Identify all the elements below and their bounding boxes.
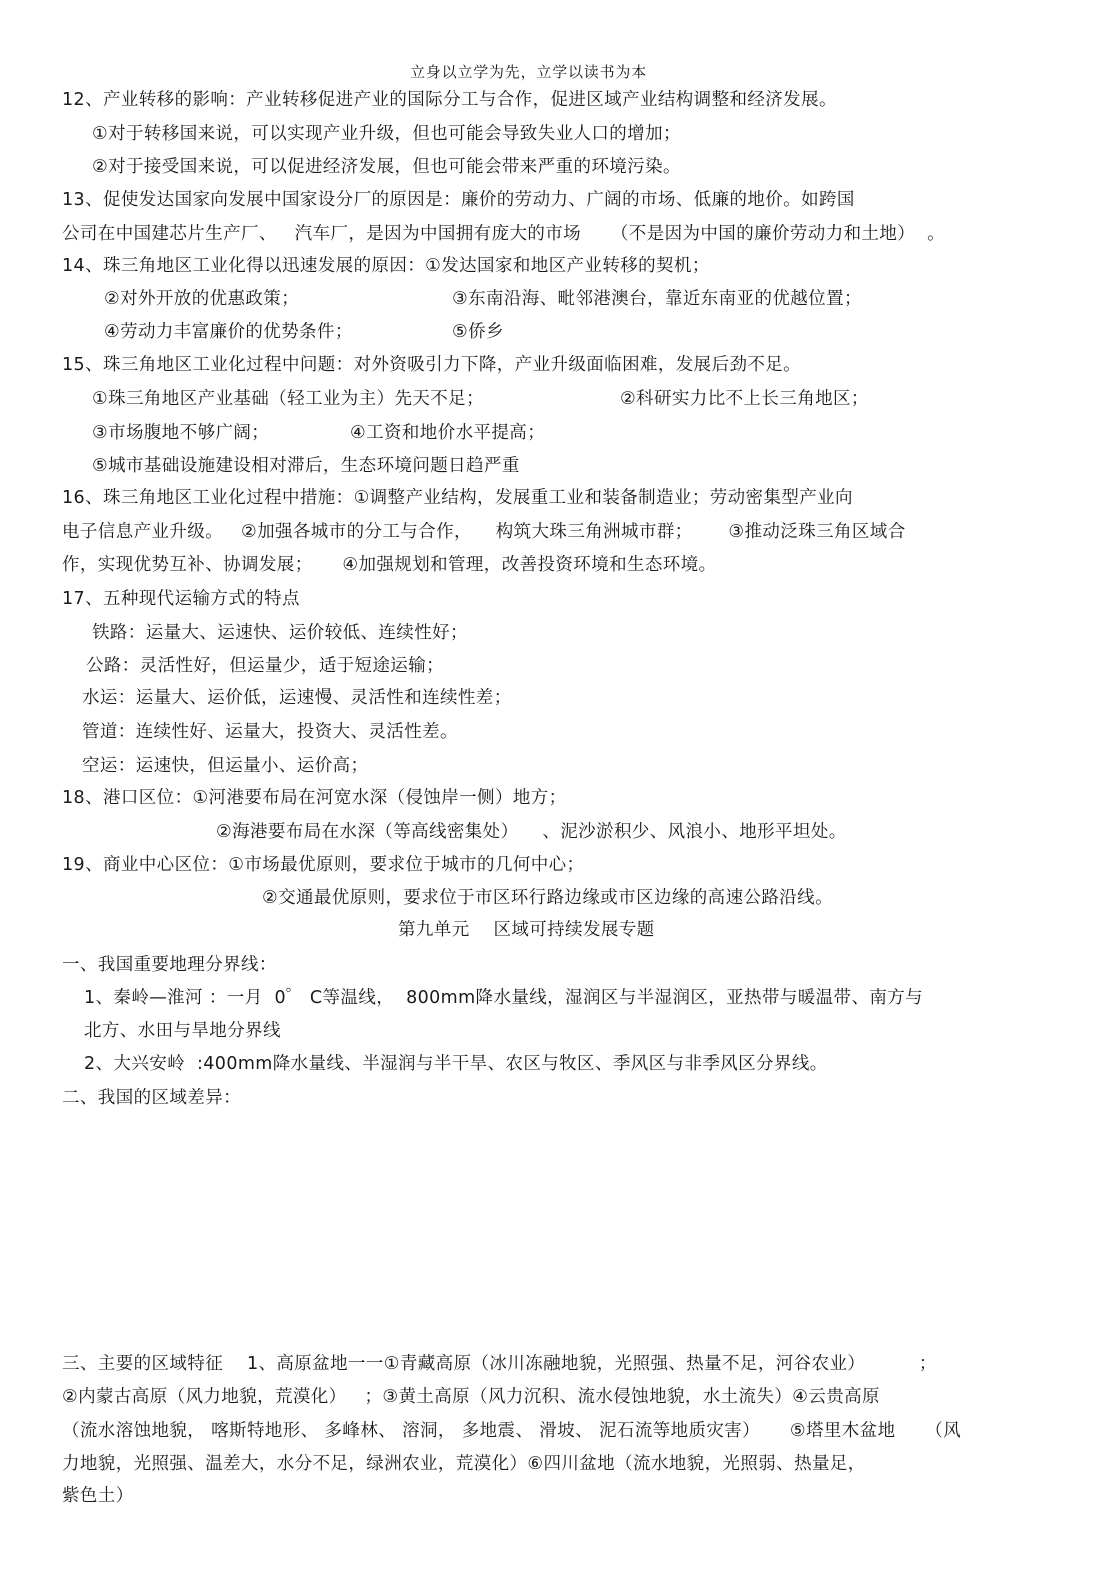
section-16-line-3: 作，实现优势互补、协调发展； ④加强规划和管理，改善投资环境和生态环境。 xyxy=(62,555,717,575)
part-3-line-2: ②内蒙古高原（风力地貌，荒漠化） ；③黄土高原（风力沉积、流水侵蚀地貌，水土流失）④云贵高原 xyxy=(62,1387,880,1407)
section-15-title: 15、珠三角地区工业化过程中问题：对外资吸引力下降，产业升级面临困难，发展后劲不足。 xyxy=(62,355,802,375)
part-1-item-2: 2、大兴安岭 :400mm降水量线、半湿润与半干旱、农区与牧区、季风区与非季风区分界线。 xyxy=(84,1054,828,1074)
section-15-point-3: ③市场腹地不够广阔； xyxy=(92,423,270,443)
part-3-line-3: （流水溶蚀地貌， 喀斯特地形、 多峰林、 溶洞， 多地震、 滑坡、 泥石流等地质灾害） ⑤塔里木盆地 （风 xyxy=(62,1421,962,1441)
section-12-point-1: ①对于转移国来说，可以实现产业升级，但也可能会导致失业人口的增加； xyxy=(92,124,681,144)
section-14-title: 14、珠三角地区工业化得以迅速发展的原因：①发达国家和地区产业转移的契机； xyxy=(62,256,710,276)
section-18-title: 18、港口区位：①河港要布局在河宽水深（侵蚀岸一侧）地方； xyxy=(62,788,567,808)
section-12-title: 12、产业转移的影响：产业转移促进产业的国际分工与合作，促进区域产业结构调整和经济发展。 xyxy=(62,90,837,110)
section-17-road: 公路：灵活性好，但运量少，适于短途运输； xyxy=(86,656,444,676)
section-17-title: 17、五种现代运输方式的特点 xyxy=(62,589,300,609)
part-2-title: 二、我国的区域差异： xyxy=(62,1088,241,1108)
section-15-point-5: ⑤城市基础设施建设相对滞后，生态环境问题日趋严重 xyxy=(92,456,520,476)
part-1-title: 一、我国重要地理分界线： xyxy=(62,955,277,975)
part-1-item-1-line-1: 1、秦岭—淮河 ：一月 0゜ C等温线， 800mm降水量线，湿润区与半湿润区，亚热带与暖温带、南方与 xyxy=(84,988,924,1008)
section-19-point-2: ②交通最优原则，要求位于市区环行路边缘或市区边缘的高速公路沿线。 xyxy=(262,888,833,908)
section-19-title: 19、商业中心区位：①市场最优原则，要求位于城市的几何中心； xyxy=(62,855,585,875)
section-15-point-4: ④工资和地价水平提高； xyxy=(350,423,546,443)
section-13-line-2: 公司在中国建芯片生产厂、 汽车厂，是因为中国拥有庞大的市场 （不是因为中国的廉价劳动力和土地） 。 xyxy=(62,224,946,244)
section-16-line-2: 电子信息产业升级。 ②加强各城市的分工与合作， 构筑大珠三角洲城市群； ③推动泛珠三角区域合 xyxy=(62,522,906,542)
part-3-line-1: 三、主要的区域特征 1、高原盆地一一①青藏高原（冰川冻融地貌，光照强、热量不足，河谷农业） ； xyxy=(62,1354,937,1374)
unit-9-heading: 第九单元 区域可持续发展专题 xyxy=(398,920,655,940)
section-17-rail: 铁路：运量大、运速快、运价较低、连续性好； xyxy=(92,623,468,643)
section-17-water: 水运：运量大、运价低，运速慢、灵活性和连续性差； xyxy=(82,688,512,708)
section-17-air: 空运：运速快，但运量小、运价高； xyxy=(82,756,369,776)
section-17-pipeline: 管道：连续性好、运量大，投资大、灵活性差。 xyxy=(82,722,458,742)
part-3-line-4: 力地貌，光照强、温差大，水分不足，绿洲农业，荒漠化）⑥四川盆地（流水地貌，光照弱、热量足， xyxy=(62,1454,866,1474)
section-12-point-2: ②对于接受国来说，可以促进经济发展，但也可能会带来严重的环境污染。 xyxy=(92,157,681,177)
section-13-line-1: 13、促使发达国家向发展中国家设分厂的原因是：廉价的劳动力、广阔的市场、低廉的地价。如跨国 xyxy=(62,190,855,210)
section-15-point-1: ①珠三角地区产业基础（轻工业为主）先天不足； xyxy=(92,389,484,409)
section-14-point-4: ④劳动力丰富廉价的优势条件； xyxy=(104,322,353,342)
part-3-line-5: 紫色土） xyxy=(62,1486,134,1506)
section-14-point-5: ⑤侨乡 xyxy=(452,322,504,342)
section-15-point-2: ②科研实力比不上长三角地区； xyxy=(620,389,869,409)
section-14-point-2: ②对外开放的优惠政策； xyxy=(104,289,300,309)
header-motto: 立身以立学为先，立学以读书为本 xyxy=(410,63,648,81)
section-14-point-3: ③东南沿海、毗邻港澳台，靠近东南亚的优越位置； xyxy=(452,289,862,309)
section-18-point-2: ②海港要布局在水深（等高线密集处） 、泥沙淤积少、风浪小、地形平坦处。 xyxy=(216,822,847,842)
part-1-item-1-line-2: 北方、水田与旱地分界线 xyxy=(84,1021,281,1041)
section-16-line-1: 16、珠三角地区工业化过程中措施：①调整产业结构，发展重工业和装备制造业；劳动密集型产业向 xyxy=(62,488,853,508)
